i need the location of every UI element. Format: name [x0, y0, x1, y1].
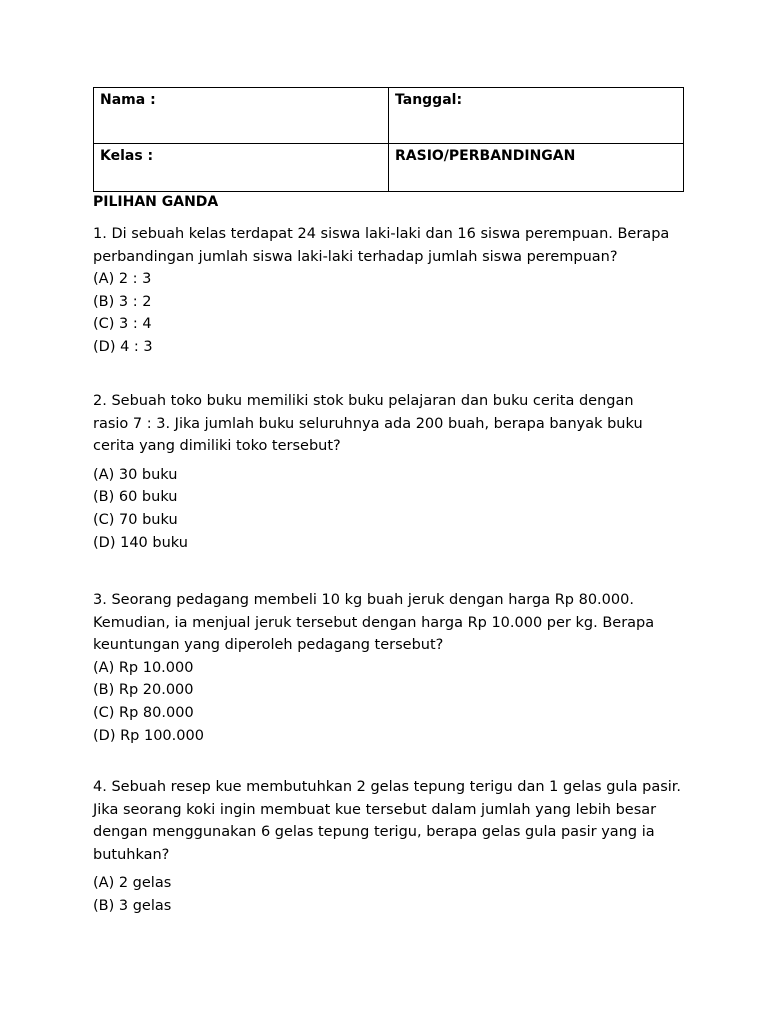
student-info-table [93, 87, 684, 192]
name-label: Nama : [100, 92, 156, 108]
stem-line: keuntungan yang diperoleh pedagang tersebut? [93, 637, 444, 654]
section-title: PILIHAN GANDA [93, 194, 219, 210]
date-label: Tanggal: [395, 92, 463, 108]
topic-cell [389, 144, 684, 192]
stem-line: dengan menggunakan 6 gelas tepung terigu, berapa gelas gula pasir yang ia [93, 824, 655, 841]
topic-title: RASIO/PERBANDINGAN [395, 148, 576, 164]
question-stem [93, 589, 693, 657]
option-d: (D) Rp 100.000 [93, 727, 204, 744]
option-a: (A) 2 gelas [93, 875, 172, 892]
option-list [93, 657, 693, 747]
option-c: (C) 3 : 4 [93, 316, 152, 333]
name-cell [94, 88, 389, 144]
option-b: (B) 60 buku [93, 489, 178, 506]
stem-line: 2. Sebuah toko buku memiliki stok buku pelajaran dan buku cerita dengan [93, 393, 634, 409]
stem-line: cerita yang dimiliki toko tersebut? [93, 438, 341, 455]
stem-line: rasio 7 : 3. Jika jumlah buku seluruhnya ada 200 buah, berapa banyak buku [93, 415, 643, 432]
question-4 [93, 776, 693, 918]
stem-line: perbandingan jumlah siswa laki-laki terhadap jumlah siswa perempuan? [93, 248, 618, 265]
option-list [93, 872, 693, 917]
stem-line: 1. Di sebuah kelas terdapat 24 siswa laki-laki dan 16 siswa perempuan. Berapa [93, 226, 670, 242]
question-1 [93, 223, 693, 359]
option-b: (B) 3 gelas [93, 897, 172, 914]
option-list [93, 464, 693, 554]
option-a: (A) 30 buku [93, 466, 178, 483]
option-a: (A) Rp 10.000 [93, 659, 194, 676]
date-cell [389, 88, 684, 144]
option-c: (C) Rp 80.000 [93, 704, 194, 721]
question-stem [93, 776, 693, 866]
option-d: (D) 140 buku [93, 534, 188, 551]
question-stem [93, 223, 693, 268]
stem-line: butuhkan? [93, 846, 170, 863]
option-b: (B) Rp 20.000 [93, 682, 194, 699]
option-b: (B) 3 : 2 [93, 293, 152, 310]
option-c: (C) 70 buku [93, 511, 178, 528]
question-stem [93, 390, 693, 458]
question-3 [93, 589, 693, 747]
stem-line: 3. Seorang pedagang membeli 10 kg buah jeruk dengan harga Rp 80.000. [93, 592, 634, 608]
option-list [93, 268, 693, 358]
question-2 [93, 390, 693, 554]
option-a: (A) 2 : 3 [93, 271, 152, 288]
class-label: Kelas : [100, 148, 154, 164]
stem-line: 4. Sebuah resep kue membutuhkan 2 gelas tepung terigu dan 1 gelas gula pasir. [93, 779, 682, 795]
class-cell [94, 144, 389, 192]
stem-line: Jika seorang koki ingin membuat kue tersebut dalam jumlah yang lebih besar [93, 801, 657, 818]
option-d: (D) 4 : 3 [93, 338, 153, 355]
stem-line: Kemudian, ia menjual jeruk tersebut dengan harga Rp 10.000 per kg. Berapa [93, 614, 655, 631]
